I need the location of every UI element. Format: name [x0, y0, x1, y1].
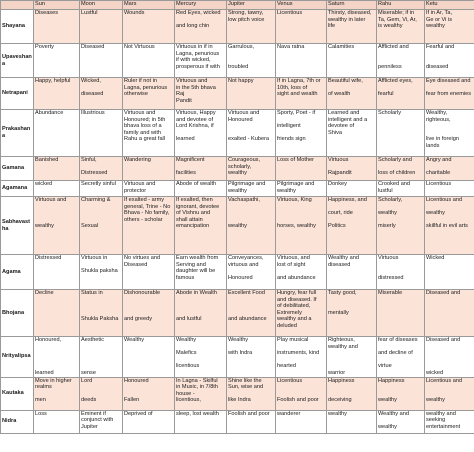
- table-cell: Lustful: [80, 10, 123, 44]
- table-cell: Happiness wealthy: [377, 377, 425, 410]
- table-cell: Licentious: [276, 10, 327, 44]
- table-cell: Righteous, wealthy and warrior: [327, 337, 377, 378]
- table-cell: Happiness, and court, ride Politics: [327, 197, 377, 255]
- table-cell: wanderer: [276, 410, 327, 433]
- table-row: [1, 10, 474, 44]
- row-label: Upaveshana: [1, 44, 34, 78]
- table-cell: Scholarly and loss of children: [377, 157, 425, 181]
- header-cell-moon: Moon: [80, 1, 123, 10]
- table-cell: Not happy: [227, 78, 276, 110]
- table-cell: Crooked and lustful: [377, 181, 425, 197]
- table-cell: Loss of Mother: [276, 157, 327, 181]
- table-cell: Move in higher realms men: [34, 377, 80, 410]
- table-cell: Earn wealth from Serving and daughter will be famous: [175, 255, 227, 290]
- table-cell: Abundance: [34, 110, 80, 157]
- table-cell: Sporty, Poet - if intelligent friends sign: [276, 110, 327, 157]
- table-cell: Pilgrimage and wealthy: [227, 181, 276, 197]
- table-cell: Wandering: [123, 157, 175, 181]
- table-cell: In Lagna - Skilful in Music, in 7/8th house - licentious,: [175, 377, 227, 410]
- header-cell-saturn: Saturn: [327, 1, 377, 10]
- table-cell: Virtuous and wealthy: [34, 197, 80, 255]
- table-cell: Virtuous and Honoured; in 5th bhava loss of a family and with Rahu a great fall: [123, 110, 175, 157]
- table-cell: If in Lagna, 7th or 10th, loss of sight and wealth: [276, 78, 327, 110]
- table-cell: Charming & Sexual: [80, 197, 123, 255]
- table-cell: Donkey: [327, 181, 377, 197]
- table-cell: Wealthy and wealthy: [377, 410, 425, 433]
- table-cell: Honoured, learned: [34, 337, 80, 378]
- table-cell: Loss: [34, 410, 80, 433]
- table-cell: Afflicted and penniless: [377, 44, 425, 78]
- table-cell: Learned and intelligent and a devotee of Shiva: [327, 110, 377, 157]
- table-cell: Miserable: [377, 290, 425, 337]
- row-label: Prakashana: [1, 110, 34, 157]
- table-row: [1, 44, 474, 78]
- table-cell: Calamities: [327, 44, 377, 78]
- table-cell: Wounds: [123, 10, 175, 44]
- table-cell: Virtuous in Shukla paksha: [80, 255, 123, 290]
- table-cell: Licentious Foolish and poor: [276, 377, 327, 410]
- table-cell: sleep, lost wealth: [175, 410, 227, 433]
- table-cell: Diseases: [34, 10, 80, 44]
- table-cell: Play musical instruments, kind hearted: [276, 337, 327, 378]
- row-label: Sabhavastha: [1, 197, 34, 255]
- table-row: [1, 410, 474, 433]
- table-cell: Conveyances, virtuous and Honoured: [227, 255, 276, 290]
- row-label: Gamana: [1, 157, 34, 181]
- table-cell: Honoured Fallen: [123, 377, 175, 410]
- table-cell: Wealthy, righteous, live in foreign lands: [425, 110, 474, 157]
- table-cell: Tasty good, mentally: [327, 290, 377, 337]
- table-cell: Abode in Wealth and lustful: [175, 290, 227, 337]
- table-cell: Scholarly, wealthy miserly: [377, 197, 425, 255]
- table-body: [1, 10, 474, 434]
- table-cell: Wealthy Malefics licentious: [175, 337, 227, 378]
- table-cell: Secretly sinful: [80, 181, 123, 197]
- table-cell: Angry and charitable: [425, 157, 474, 181]
- table-row: [1, 181, 474, 197]
- table-cell: Miserable; if in Ta, Gem, Vi, Ar, is wealthy: [377, 10, 425, 44]
- row-label: Agama: [1, 255, 34, 290]
- table-row: [1, 110, 474, 157]
- table-cell: Lord deeds: [80, 377, 123, 410]
- header-cell-mars: Mars: [123, 1, 175, 10]
- table-cell: Licentious and wealthy: [425, 377, 474, 410]
- table-cell: Happy, helpful: [34, 78, 80, 110]
- header-cell-sun: Sun: [34, 1, 80, 10]
- table-cell: Hungry, fear full and diseased. If of debilitated, Extremely wealthy and a deluded: [276, 290, 327, 337]
- table-cell: Virtuous, Happy and devotee of Lord Krishna, if learned: [175, 110, 227, 157]
- table-cell: Banished: [34, 157, 80, 181]
- table-cell: Not Virtuous: [123, 44, 175, 78]
- table-cell: If exalted, then ignorant, devotee of Vishnu and shall attain emancipation: [175, 197, 227, 255]
- header-cell-corner: [1, 1, 34, 10]
- table-cell: Foolish and poor: [227, 410, 276, 433]
- header-cell-rahu: Rahu: [377, 1, 425, 10]
- table-cell: Wealthy and diseased: [327, 255, 377, 290]
- table-cell: Decline: [34, 290, 80, 337]
- table-cell: Scholarly: [377, 110, 425, 157]
- table-cell: Wicked: [425, 255, 474, 290]
- table-cell: Nava ratna: [276, 44, 327, 78]
- table-cell: Garrulous, troubled: [227, 44, 276, 78]
- table-cell: Virtuous and Honoured exalted - Kubera: [227, 110, 276, 157]
- table-cell: Illustrious: [80, 110, 123, 157]
- table-cell: Virtuous and in the 5th bhava Raj Pandit: [175, 78, 227, 110]
- table-cell: Beautiful wife, of wealth: [327, 78, 377, 110]
- table-cell: Wealthy with Indra: [227, 337, 276, 378]
- table-cell: Abode of wealth: [175, 181, 227, 197]
- header-cell-mercury: Mercury: [175, 1, 227, 10]
- table-row: [1, 377, 474, 410]
- row-label: Nrityalipsa: [1, 337, 34, 378]
- table-cell: Pilgrimage and wealthy: [276, 181, 327, 197]
- header-row: [1, 1, 474, 10]
- table-cell: Courageous, scholarly, wealthy: [227, 157, 276, 181]
- table-cell: If in Ar, Ta, Ge or Vi is wealthy: [425, 10, 474, 44]
- table-cell: Afflicted eyes, fearful: [377, 78, 425, 110]
- table-cell: Diseased: [80, 44, 123, 78]
- row-label: Netrapani: [1, 78, 34, 110]
- table-cell: Poverty: [34, 44, 80, 78]
- table-row: [1, 290, 474, 337]
- row-label: Kautaka: [1, 377, 34, 410]
- row-label: Shayana: [1, 10, 34, 44]
- table-cell: Diseased and wicked: [425, 337, 474, 378]
- table-cell: Excellent Food and abundance: [227, 290, 276, 337]
- table-cell: Diseased and: [425, 290, 474, 337]
- row-label: Agamana: [1, 181, 34, 197]
- table-cell: Virtuous and protector: [123, 181, 175, 197]
- table-row: [1, 197, 474, 255]
- table-cell: Licentious and wealthy skillful in evil arts: [425, 197, 474, 255]
- table-cell: Wealthy: [123, 337, 175, 378]
- table-cell: Deprived of: [123, 410, 175, 433]
- table-cell: Strong, tawny, low pitch voice: [227, 10, 276, 44]
- table-cell: No virtues and Diseased: [123, 255, 175, 290]
- table-cell: Virtuous, King horses, wealthy: [276, 197, 327, 255]
- table-cell: Ruler if not in Lagna, penurious otherwise: [123, 78, 175, 110]
- header-cell-jupiter: Jupiter: [227, 1, 276, 10]
- table-cell: wealthy and seeking entertainment: [425, 410, 474, 433]
- table-cell: Virtuous in if in Lagna, penurious if with wicked, prosperous if with: [175, 44, 227, 78]
- table-cell: Virtuous, and lost of sight and abundance: [276, 255, 327, 290]
- table-cell: Fearful and diseased: [425, 44, 474, 78]
- table-cell: Dishonourable and greedy: [123, 290, 175, 337]
- table-cell: Thirsty, diseased, wealthy in later life: [327, 10, 377, 44]
- table-cell: Wicked, diseased: [80, 78, 123, 110]
- table-cell: Eye diseased and fear from enemies: [425, 78, 474, 110]
- table-cell: Happiness deceiving: [327, 377, 377, 410]
- table-cell: Sinful, Distressed: [80, 157, 123, 181]
- table-row: [1, 255, 474, 290]
- table-cell: Vachaspathi, wealthy: [227, 197, 276, 255]
- row-label: Bhojana: [1, 290, 34, 337]
- table-cell: Aesthetic sense: [80, 337, 123, 378]
- table-cell: fear of diseases and decline of virtue: [377, 337, 425, 378]
- header-cell-venus: Venus: [276, 1, 327, 10]
- table-cell: Virtuous distressed: [377, 255, 425, 290]
- table-cell: Distressed: [34, 255, 80, 290]
- table-row: [1, 157, 474, 181]
- table-cell: If exalted - army general, Trine - No Bhava - No family, others - scholar: [123, 197, 175, 255]
- table-cell: wealthy: [327, 410, 377, 433]
- table-cell: Status in Shukla Paksha: [80, 290, 123, 337]
- row-label: Nidra: [1, 410, 34, 433]
- table-cell: Magnificent facilities: [175, 157, 227, 181]
- table-row: [1, 78, 474, 110]
- table-cell: Shine like the Sun, wise and like Indra: [227, 377, 276, 410]
- table-row: [1, 337, 474, 378]
- table-cell: Virtuous Rajpandit: [327, 157, 377, 181]
- table-cell: wicked: [34, 181, 80, 197]
- table-cell: Eminent if conjunct with Jupiter: [80, 410, 123, 433]
- table-cell: Licentious: [425, 181, 474, 197]
- table-cell: Red Eyes, wicked and long chin: [175, 10, 227, 44]
- header-cell-ketu: Ketu: [425, 1, 474, 10]
